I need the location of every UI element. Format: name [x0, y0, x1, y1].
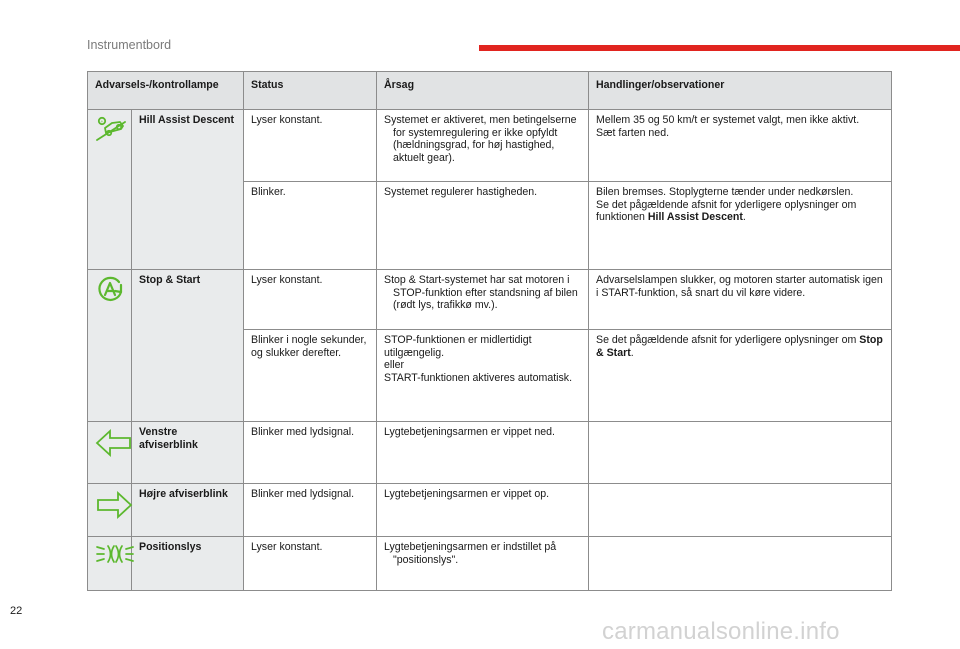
action-tail: . [630, 346, 634, 359]
status-cell: Blinker med lydsignal. [244, 484, 377, 537]
table-row [88, 110, 892, 182]
action-text: Se det pågældende afsnit for yderligere oplysninger om [596, 334, 860, 346]
cause-text: Systemet er aktiveret, men betingelserne for systemregulering er ikke opfyldt (hældningsgrad, for høj hastighed, aktuelt gear). [384, 114, 577, 165]
cause-cell [377, 330, 589, 422]
lamp-icon-cell [88, 537, 132, 591]
action-line [596, 199, 884, 224]
lamp-name: Hill Assist Descent [132, 110, 244, 270]
cause-cell [377, 537, 589, 591]
status-cell: Blinker med lydsignal. [244, 422, 377, 484]
column-header-cause: Årsag [377, 72, 589, 110]
lamp-name: Stop & Start [132, 270, 244, 422]
lamp-icon-cell [88, 484, 132, 537]
status-cell: Lyser konstant. [244, 270, 377, 330]
table-row [88, 537, 892, 591]
action-bold: Stop & Start [596, 334, 883, 359]
cause-line: eller [384, 359, 405, 372]
lamp-icon-cell [88, 270, 132, 422]
lamp-icon-cell [88, 110, 132, 270]
svg-text:+: + [100, 119, 104, 124]
status-cell: Blinker. [244, 182, 377, 270]
action-cell [589, 182, 892, 270]
lamp-name: Venstre afviserblink [132, 422, 244, 484]
cause-cell [377, 270, 589, 330]
table-row [88, 270, 892, 330]
column-header-action: Handlinger/observationer [589, 72, 892, 110]
page-number: 22 [10, 605, 23, 617]
action-cell [589, 537, 892, 591]
lamp-icon-cell [88, 422, 132, 484]
action-cell [589, 484, 892, 537]
action-line: Sæt farten ned. [596, 126, 670, 139]
action-cell [589, 270, 892, 330]
column-header-lamp: Advarsels-/kontrollampe [88, 72, 244, 110]
table-row [88, 422, 892, 484]
section-title: Instrumentbord [87, 38, 172, 52]
stop-start-icon [95, 274, 125, 304]
cause-line: START-funktionen aktiveres automatisk. [384, 372, 573, 385]
action-cell [589, 330, 892, 422]
header-accent-bar [479, 45, 960, 51]
action-tail: . [742, 211, 746, 224]
status-cell: Lyser konstant. [244, 537, 377, 591]
watermark: carmanualsonline.info [602, 618, 840, 645]
action-text: Se det pågældende afsnit for yderligere oplysninger om funktionen [596, 198, 857, 224]
cause-line: STOP-funktionen er midlertidigt utilgængelig. [384, 334, 532, 359]
action-line: Advarselslampen slukker, og motoren starter automatisk igen i START-funktion, så snart du vil køre videre. [596, 274, 883, 299]
left-arrow-indicator-icon [95, 426, 133, 460]
status-cell: Lyser konstant. [244, 110, 377, 182]
position-lights-icon [95, 541, 135, 567]
action-cell [589, 422, 892, 484]
cause-cell: Lygtebetjeningsarmen er vippet ned. [377, 422, 589, 484]
action-line: Mellem 35 og 50 km/t er systemet valgt, men ikke aktivt. [596, 114, 860, 126]
cause-text: Lygtebetjeningsarmen er indstillet på "positionslys". [384, 541, 557, 566]
warning-lights-table [87, 71, 892, 591]
cause-cell: Systemet regulerer hastigheden. [377, 182, 589, 270]
cause-text: Stop & Start-systemet har sat motoren i STOP-funktion efter standsning af bilen (rødt lys, trafikkø mv.). [384, 274, 578, 312]
lamp-name: Højre afviserblink [132, 484, 244, 537]
action-bold: Hill Assist Descent [647, 211, 743, 224]
cause-cell [377, 110, 589, 182]
lamp-name: Positionslys [132, 537, 244, 591]
table-header-row [88, 72, 892, 110]
action-cell [589, 110, 892, 182]
cause-cell: Lygtebetjeningsarmen er vippet op. [377, 484, 589, 537]
action-line [596, 334, 884, 359]
status-cell: Blinker i nogle sekunder, og slukker derefter. [244, 330, 377, 422]
column-header-status: Status [244, 72, 377, 110]
table-row [88, 484, 892, 537]
right-arrow-indicator-icon [95, 488, 133, 522]
action-line: Bilen bremses. Stoplygterne tænder under nedkørslen. [596, 186, 854, 198]
hill-assist-descent-icon [95, 114, 129, 144]
